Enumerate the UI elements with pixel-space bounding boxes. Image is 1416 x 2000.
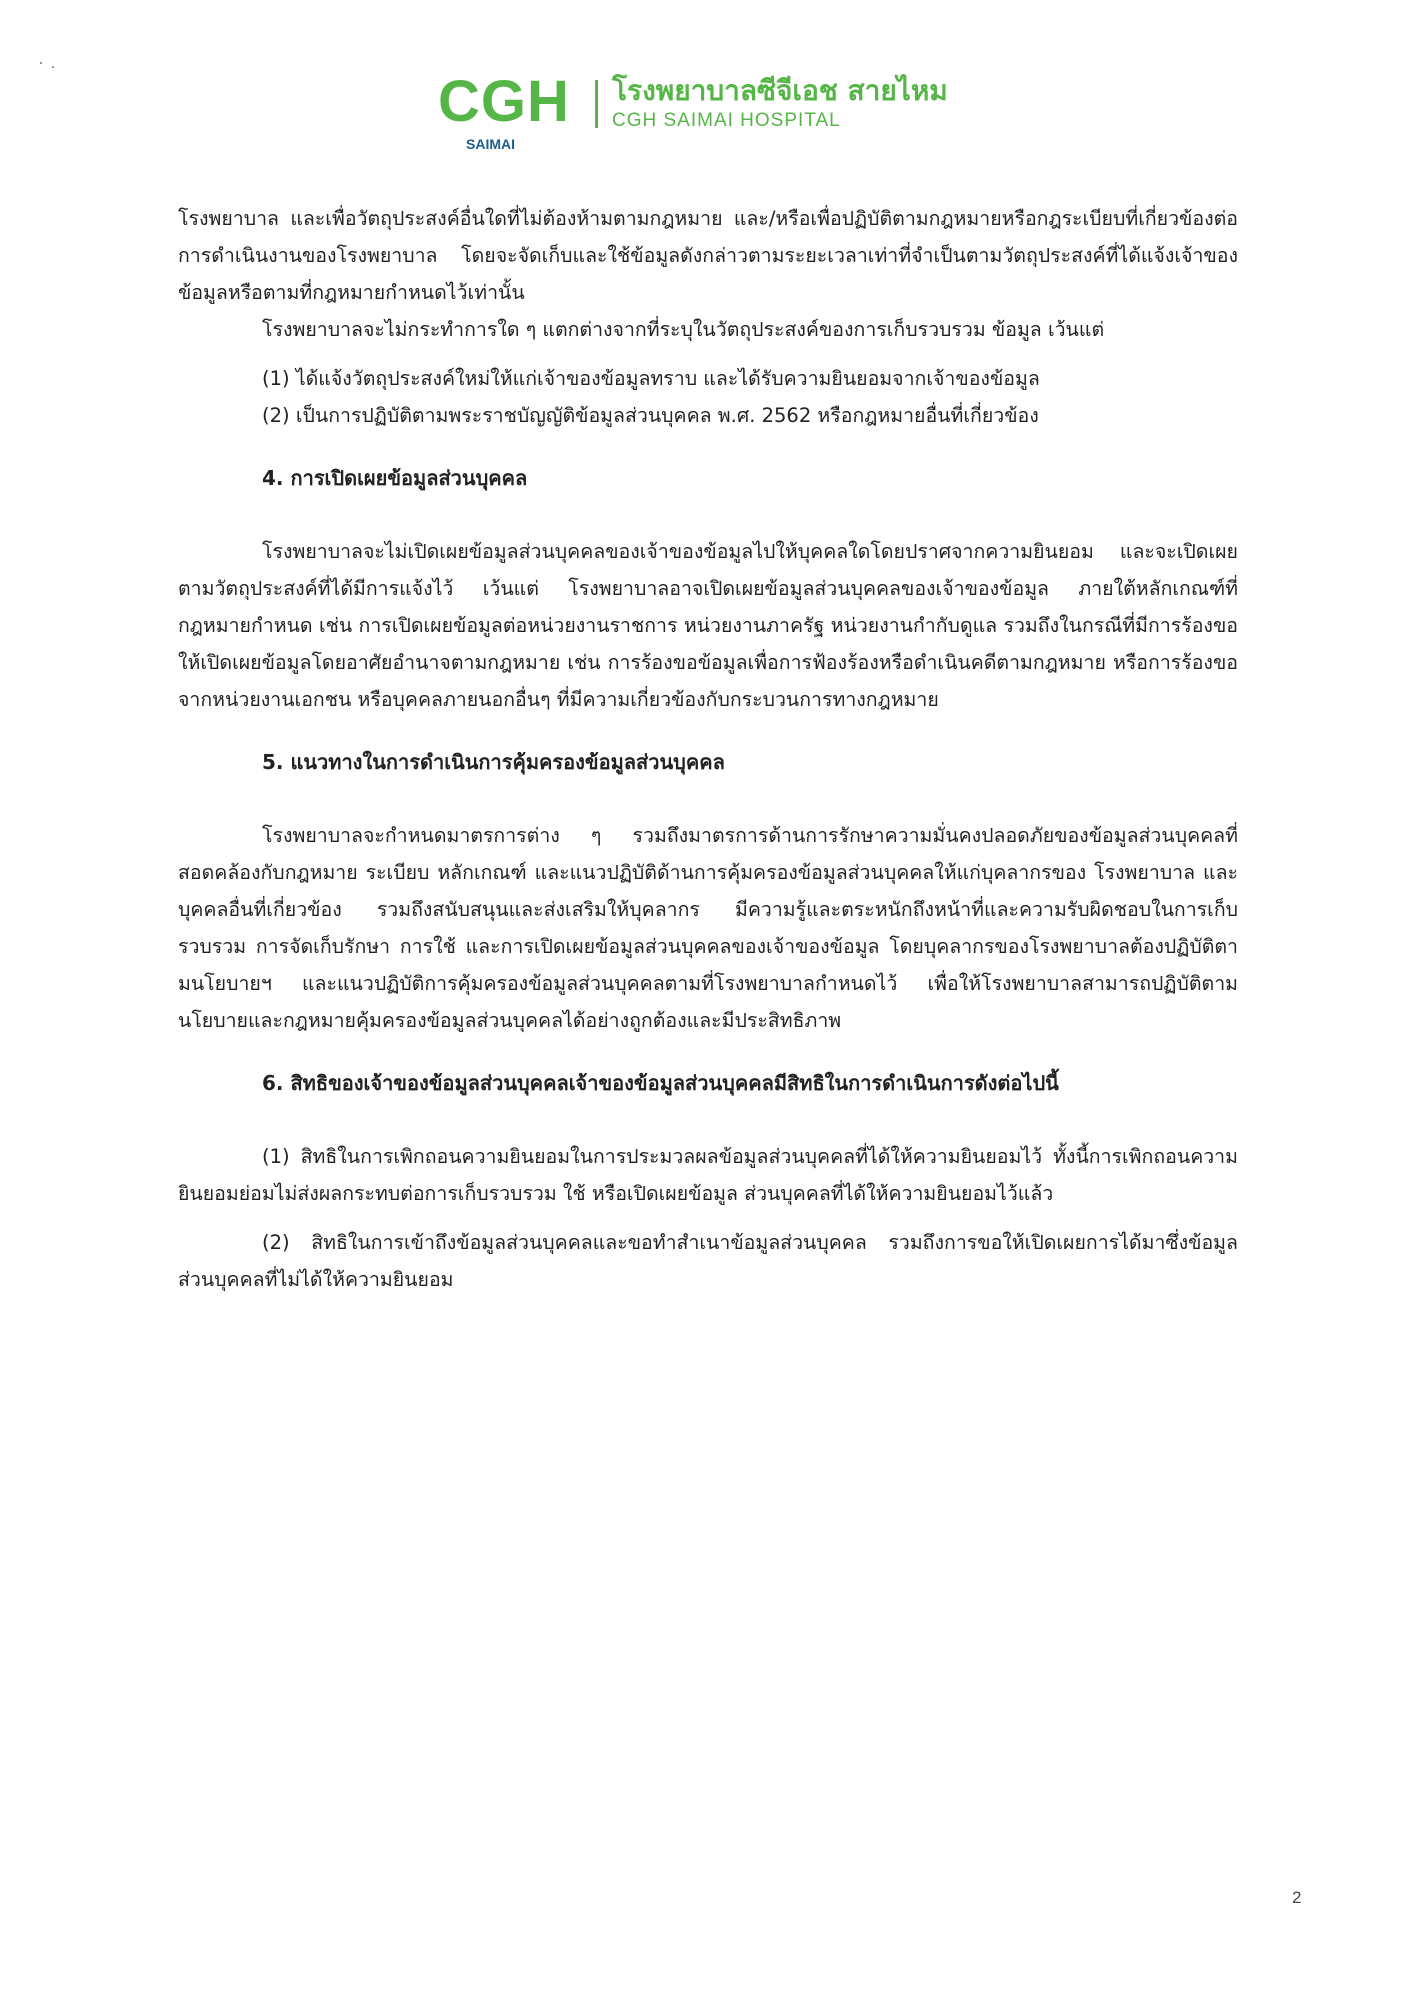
section-heading-6: 6. สิทธิของเจ้าของข้อมูลส่วนบุคคลเจ้าของข้อมูลส่วนบุคคลมีสิทธิในการดำเนินการดังต่อไปนี้ (262, 1071, 1059, 1095)
hospital-name-thai: โรงพยาบาลซีจีเอช สายไหม (612, 74, 948, 107)
paragraph-section-4: โรงพยาบาลจะไม่เปิดเผยข้อมูลส่วนบุคคลของเจ้าของข้อมูลไปให้บุคคลใดโดยปราศจากความยินยอม และจะเปิดเผยตามวัตถุประสงค์ที่ได้มีการแจ้งไว้ เว้นแต่ โรงพยาบาลอาจเปิดเผยข้อมูลส่วนบุคคลของเจ้าของข้อมูล ภายใต้หลักเกณฑ์ที่กฎหมายกำหนด เช่น การเปิดเผยข้อมูลต่อหน่วยงานราชการ หน่วยงานภาครัฐ หน่วยงานกำกับดูแล รวมถึงในกรณีที่มีการร้องขอให้เปิดเผยข้อมูลโดยอาศัยอำนาจตามกฎหมาย เช่น การร้องขอข้อมูลเพื่อการฟ้องร้องหรือดำเนินคดีตามกฎหมาย หรือการร้องขอจากหน่วยงานเอกชน หรือบุคคลภายนอกอื่นๆ ที่มีความเกี่ยวข้องกับกระบวนการทางกฎหมาย (178, 540, 1238, 711)
paragraph-exception: โรงพยาบาลจะไม่กระทำการใด ๆ แตกต่างจากที่ระบุในวัตถุประสงค์ของการเก็บรวบรวม ข้อมูล เว้นแต่ (262, 318, 1105, 341)
cgh-logo: CGH (438, 69, 570, 134)
list-item-2: (2) เป็นการปฏิบัติตามพระราชบัญญัติข้อมูลส่วนบุคคล พ.ศ. 2562 หรือกฎหมายอื่นที่เกี่ยวข้อง (262, 404, 1039, 427)
page-number: 2 (1292, 1888, 1302, 1907)
paragraph-right-2: (2) สิทธิในการเข้าถึงข้อมูลส่วนบุคคลและขอทำสำเนาข้อมูลส่วนบุคคล รวมถึงการขอให้เปิดเผยการได้มาซึ่งข้อมูลส่วนบุคคลที่ไม่ได้ให้ความยินยอม (178, 1231, 1238, 1291)
logo-divider (595, 80, 598, 128)
scan-speck (52, 66, 54, 68)
document-body (178, 200, 1238, 1298)
section-heading-4: 4. การเปิดเผยข้อมูลส่วนบุคคล (262, 466, 528, 490)
section-heading-5: 5. แนวทางในการดำเนินการคุ้มครองข้อมูลส่วนบุคคล (262, 750, 725, 774)
scan-speck (40, 62, 42, 64)
paragraph-right-1: (1) สิทธิในการเพิกถอนความยินยอมในการประมวลผลข้อมูลส่วนบุคคลที่ได้ให้ความยินยอมไว้ ทั้งนี้การเพิกถอนความยินยอมย่อมไม่ส่งผลกระทบต่อการเก็บรวบรวม ใช้ หรือเปิดเผยข้อมูล ส่วนบุคคลที่ได้ให้ความยินยอมไว้แล้ว (178, 1145, 1238, 1205)
cgh-logo-sub: SAIMAI (466, 136, 515, 152)
hospital-name-english: CGH SAIMAI HOSPITAL (612, 110, 841, 131)
paragraph-section-5: โรงพยาบาลจะกำหนดมาตรการต่าง ๆ รวมถึงมาตรการด้านการรักษาความมั่นคงปลอดภัยของข้อมูลส่วนบุคคลที่สอดคล้องกับกฎหมาย ระเบียบ หลักเกณฑ์ และแนวปฏิบัติด้านการคุ้มครองข้อมูลส่วนบุคคลให้แก่บุคลากรของ โรงพยาบาล และบุคคลอื่นที่เกี่ยวข้อง รวมถึงสนับสนุนและส่งเสริมให้บุคลากร มีความรู้และตระหนักถึงหน้าที่และความรับผิดชอบในการเก็บรวบรวม การจัดเก็บรักษา การใช้ และการเปิดเผยข้อมูลส่วนบุคคลของเจ้าของข้อมูล โดยบุคลากรของโรงพยาบาลต้องปฏิบัติตามนโยบายฯ และแนวปฏิบัติการคุ้มครองข้อมูลส่วนบุคคลตามที่โรงพยาบาลกำหนดไว้ เพื่อให้โรงพยาบาลสามารถปฏิบัติตามนโยบายและกฎหมายคุ้มครองข้อมูลส่วนบุคคลได้อย่างถูกต้องและมีประสิทธิภาพ (178, 824, 1238, 1032)
paragraph-intro: โรงพยาบาล และเพื่อวัตถุประสงค์อื่นใดที่ไม่ต้องห้ามตามกฎหมาย และ/หรือเพื่อปฏิบัติตามกฎหมายหรือกฎระเบียบที่เกี่ยวข้องต่อการดำเนินงานของโรงพยาบาล โดยจะจัดเก็บและใช้ข้อมูลดังกล่าวตามระยะเวลาเท่าที่จำเป็นตามวัตถุประสงค์ที่ได้แจ้งเจ้าของข้อมูลหรือตามที่กฎหมายกำหนดไว้เท่านั้น (178, 207, 1238, 304)
list-item-1: (1) ได้แจ้งวัตถุประสงค์ใหม่ให้แก่เจ้าของข้อมูลทราบ และได้รับความยินยอมจากเจ้าของข้อมูล (262, 367, 1040, 390)
hospital-header (438, 70, 998, 160)
